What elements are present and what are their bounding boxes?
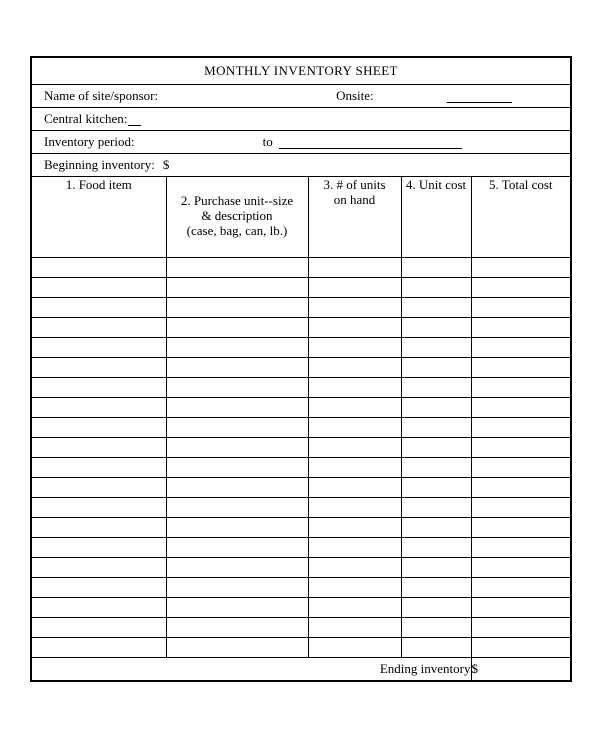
cell-units-on-hand bbox=[308, 438, 401, 458]
cell-purchase-unit bbox=[166, 378, 308, 398]
cell-purchase-unit bbox=[166, 338, 308, 358]
cell-unit-cost bbox=[401, 558, 471, 578]
cell-total-cost bbox=[471, 258, 571, 278]
central-kitchen-blank-line bbox=[128, 112, 141, 126]
table-row bbox=[31, 598, 571, 618]
kitchen-row bbox=[31, 108, 571, 131]
cell-purchase-unit bbox=[166, 278, 308, 298]
header-unit-cost: 4. Unit cost bbox=[401, 177, 471, 258]
cell-purchase-unit bbox=[166, 458, 308, 478]
site-sponsor-label: Name of site/sponsor: bbox=[44, 88, 159, 103]
cell-units-on-hand bbox=[308, 458, 401, 478]
cell-food-item bbox=[31, 478, 166, 498]
table-row bbox=[31, 418, 571, 438]
table-row bbox=[31, 398, 571, 418]
cell-purchase-unit bbox=[166, 578, 308, 598]
onsite-label: Onsite: bbox=[336, 88, 374, 103]
page-title: MONTHLY INVENTORY SHEET bbox=[31, 57, 571, 85]
cell-units-on-hand bbox=[308, 478, 401, 498]
table-row bbox=[31, 438, 571, 458]
table-row bbox=[31, 378, 571, 398]
cell-food-item bbox=[31, 558, 166, 578]
cell-total-cost bbox=[471, 278, 571, 298]
period-row bbox=[31, 131, 571, 154]
cell-purchase-unit bbox=[166, 498, 308, 518]
beginning-inventory-label: Beginning inventory: bbox=[44, 157, 155, 172]
cell-food-item bbox=[31, 318, 166, 338]
cell-purchase-unit bbox=[166, 258, 308, 278]
table-row bbox=[31, 278, 571, 298]
cell-units-on-hand bbox=[308, 498, 401, 518]
cell-food-item bbox=[31, 258, 166, 278]
cell-unit-cost bbox=[401, 578, 471, 598]
cell-unit-cost bbox=[401, 638, 471, 658]
table-row bbox=[31, 558, 571, 578]
cell-food-item bbox=[31, 598, 166, 618]
onsite-blank-line bbox=[447, 89, 512, 103]
cell-purchase-unit bbox=[166, 418, 308, 438]
cell-units-on-hand bbox=[308, 418, 401, 438]
cell-total-cost bbox=[471, 618, 571, 638]
cell-food-item bbox=[31, 418, 166, 438]
cell-units-on-hand bbox=[308, 578, 401, 598]
cell-unit-cost bbox=[401, 358, 471, 378]
cell-purchase-unit bbox=[166, 298, 308, 318]
beginning-inventory-row bbox=[31, 154, 571, 177]
cell-total-cost bbox=[471, 538, 571, 558]
table-header-row bbox=[31, 177, 571, 258]
cell-units-on-hand bbox=[308, 358, 401, 378]
title-row bbox=[31, 57, 571, 85]
table-row bbox=[31, 638, 571, 658]
cell-food-item bbox=[31, 378, 166, 398]
ending-inventory-currency: $ bbox=[471, 658, 571, 682]
cell-unit-cost bbox=[401, 618, 471, 638]
cell-food-item bbox=[31, 438, 166, 458]
cell-unit-cost bbox=[401, 318, 471, 338]
cell-unit-cost bbox=[401, 518, 471, 538]
cell-unit-cost bbox=[401, 458, 471, 478]
inventory-period-blank-line bbox=[279, 135, 462, 149]
header-food-item: 1. Food item bbox=[31, 177, 166, 258]
cell-total-cost bbox=[471, 458, 571, 478]
cell-purchase-unit bbox=[166, 618, 308, 638]
ending-inventory-label: Ending inventory bbox=[31, 658, 471, 682]
cell-total-cost bbox=[471, 518, 571, 538]
inventory-table bbox=[30, 56, 572, 682]
cell-purchase-unit bbox=[166, 538, 308, 558]
central-kitchen-label: Central kitchen: bbox=[44, 111, 128, 126]
inventory-period-label: Inventory period: bbox=[44, 134, 135, 149]
cell-unit-cost bbox=[401, 438, 471, 458]
cell-total-cost bbox=[471, 358, 571, 378]
cell-units-on-hand bbox=[308, 598, 401, 618]
cell-food-item bbox=[31, 578, 166, 598]
cell-food-item bbox=[31, 358, 166, 378]
cell-units-on-hand bbox=[308, 318, 401, 338]
cell-total-cost bbox=[471, 598, 571, 618]
cell-purchase-unit bbox=[166, 558, 308, 578]
site-cell bbox=[31, 85, 571, 108]
cell-food-item bbox=[31, 398, 166, 418]
header-purchase-unit: 2. Purchase unit--size & description (case, bag, can, lb.) bbox=[166, 177, 308, 258]
table-row bbox=[31, 478, 571, 498]
kitchen-cell bbox=[31, 108, 571, 131]
cell-unit-cost bbox=[401, 398, 471, 418]
cell-total-cost bbox=[471, 338, 571, 358]
cell-unit-cost bbox=[401, 478, 471, 498]
cell-total-cost bbox=[471, 578, 571, 598]
table-row bbox=[31, 518, 571, 538]
period-to-label: to bbox=[262, 134, 273, 149]
cell-unit-cost bbox=[401, 378, 471, 398]
cell-food-item bbox=[31, 618, 166, 638]
table-row bbox=[31, 358, 571, 378]
cell-unit-cost bbox=[401, 338, 471, 358]
cell-unit-cost bbox=[401, 598, 471, 618]
beginning-inventory-currency: $ bbox=[162, 157, 170, 172]
cell-purchase-unit bbox=[166, 438, 308, 458]
cell-total-cost bbox=[471, 638, 571, 658]
cell-purchase-unit bbox=[166, 358, 308, 378]
cell-food-item bbox=[31, 518, 166, 538]
cell-unit-cost bbox=[401, 258, 471, 278]
cell-total-cost bbox=[471, 478, 571, 498]
table-row bbox=[31, 618, 571, 638]
cell-units-on-hand bbox=[308, 618, 401, 638]
cell-total-cost bbox=[471, 298, 571, 318]
cell-units-on-hand bbox=[308, 298, 401, 318]
table-row bbox=[31, 538, 571, 558]
cell-unit-cost bbox=[401, 418, 471, 438]
cell-units-on-hand bbox=[308, 558, 401, 578]
ending-inventory-row bbox=[31, 658, 571, 682]
cell-unit-cost bbox=[401, 298, 471, 318]
cell-total-cost bbox=[471, 318, 571, 338]
cell-food-item bbox=[31, 298, 166, 318]
cell-unit-cost bbox=[401, 278, 471, 298]
table-row bbox=[31, 318, 571, 338]
cell-purchase-unit bbox=[166, 598, 308, 618]
cell-units-on-hand bbox=[308, 638, 401, 658]
cell-food-item bbox=[31, 538, 166, 558]
cell-unit-cost bbox=[401, 498, 471, 518]
cell-units-on-hand bbox=[308, 398, 401, 418]
period-cell bbox=[31, 131, 571, 154]
table-row bbox=[31, 578, 571, 598]
cell-total-cost bbox=[471, 558, 571, 578]
cell-purchase-unit bbox=[166, 638, 308, 658]
cell-food-item bbox=[31, 458, 166, 478]
monthly-inventory-sheet bbox=[30, 56, 570, 682]
cell-total-cost bbox=[471, 438, 571, 458]
cell-units-on-hand bbox=[308, 278, 401, 298]
beginning-inventory-cell bbox=[31, 154, 571, 177]
cell-food-item bbox=[31, 638, 166, 658]
cell-food-item bbox=[31, 278, 166, 298]
cell-food-item bbox=[31, 498, 166, 518]
cell-total-cost bbox=[471, 418, 571, 438]
cell-total-cost bbox=[471, 398, 571, 418]
site-row bbox=[31, 85, 571, 108]
cell-purchase-unit bbox=[166, 318, 308, 338]
cell-units-on-hand bbox=[308, 258, 401, 278]
cell-units-on-hand bbox=[308, 378, 401, 398]
table-row bbox=[31, 298, 571, 318]
cell-purchase-unit bbox=[166, 518, 308, 538]
cell-total-cost bbox=[471, 378, 571, 398]
table-row bbox=[31, 258, 571, 278]
table-row bbox=[31, 338, 571, 358]
cell-unit-cost bbox=[401, 538, 471, 558]
header-total-cost: 5. Total cost bbox=[471, 177, 571, 258]
header-units-on-hand: 3. # of units on hand bbox=[308, 177, 401, 258]
cell-food-item bbox=[31, 338, 166, 358]
cell-purchase-unit bbox=[166, 398, 308, 418]
cell-units-on-hand bbox=[308, 538, 401, 558]
table-row bbox=[31, 458, 571, 478]
cell-purchase-unit bbox=[166, 478, 308, 498]
inventory-body bbox=[31, 258, 571, 658]
cell-units-on-hand bbox=[308, 518, 401, 538]
table-row bbox=[31, 498, 571, 518]
cell-units-on-hand bbox=[308, 338, 401, 358]
cell-total-cost bbox=[471, 498, 571, 518]
